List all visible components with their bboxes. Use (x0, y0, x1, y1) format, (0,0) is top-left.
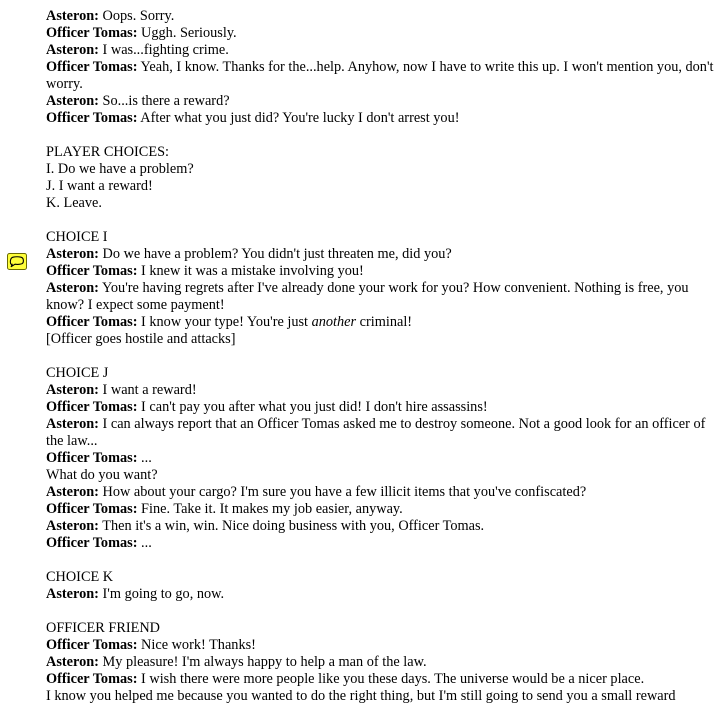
speaker-name: Officer Tomas: (46, 501, 138, 517)
dialogue-text: My pleasure! I'm always happy to help a man of the law. (102, 654, 427, 670)
dialogue-line (46, 246, 714, 263)
dialogue-text-continued: criminal! (356, 314, 413, 330)
plain-text: CHOICE K (46, 569, 114, 585)
speaker-name: Officer Tomas: (46, 450, 138, 466)
text-line (46, 620, 714, 637)
dialogue-text: I knew it was a mistake involving you! (141, 263, 364, 279)
dialogue-text: Then it's a win, win. Nice doing business with you, Officer Tomas. (102, 518, 485, 534)
text-line (46, 365, 714, 382)
dialogue-text: Oops. Sorry. (102, 8, 175, 24)
speaker-name: Officer Tomas: (46, 399, 138, 415)
dialogue-line (46, 450, 714, 467)
dialogue-line (46, 110, 714, 127)
blank-line (46, 348, 714, 365)
speaker-name: Officer Tomas: (46, 535, 138, 551)
plain-text: PLAYER CHOICES: (46, 144, 170, 160)
dialogue-text: I know your type! You're just (141, 314, 312, 330)
dialogue-line (46, 263, 714, 280)
dialogue-text: You're having regrets after I've already done your work for you? How convenient. Nothing is free, you know? I expect some payment! (46, 280, 689, 313)
plain-text: K. Leave. (46, 195, 102, 211)
speaker-name: Officer Tomas: (46, 25, 138, 41)
plain-text: CHOICE I (46, 229, 108, 245)
speaker-name: Asteron: (46, 586, 99, 602)
dialogue-text: Fine. Take it. It makes my job easier, anyway. (141, 501, 403, 517)
speaker-name: Asteron: (46, 93, 99, 109)
plain-text: OFFICER FRIEND (46, 620, 160, 636)
dialogue-line (46, 93, 714, 110)
dialogue-line (46, 671, 714, 688)
dialogue-text: I want a reward! (102, 382, 197, 398)
dialogue-text: ... (141, 535, 152, 551)
dialogue-line (46, 484, 714, 501)
dialogue-line (46, 637, 714, 654)
speaker-name: Asteron: (46, 518, 99, 534)
dialogue-line (46, 654, 714, 671)
dialogue-text: Nice work! Thanks! (141, 637, 256, 653)
plain-text: I. Do we have a problem? (46, 161, 194, 177)
speaker-name: Officer Tomas: (46, 263, 138, 279)
text-line (46, 688, 714, 705)
dialogue-line (46, 518, 714, 535)
blank-line (46, 552, 714, 569)
dialogue-line (46, 280, 714, 314)
dialogue-text: I can't pay you after what you just did! I don't hire assassins! (141, 399, 488, 415)
speaker-name: Officer Tomas: (46, 59, 138, 75)
dialogue-text: I wish there were more people like you these days. The universe would be a nicer place. (141, 671, 645, 687)
dialogue-line (46, 25, 714, 42)
speaker-name: Asteron: (46, 382, 99, 398)
emphasis-text: another (311, 314, 357, 330)
script-document (46, 8, 714, 705)
blank-line (46, 212, 714, 229)
text-line (46, 178, 714, 195)
dialogue-line (46, 382, 714, 399)
dialogue-text: Do we have a problem? You didn't just threaten me, did you? (102, 246, 452, 262)
text-line (46, 161, 714, 178)
text-line (46, 229, 714, 246)
text-line (46, 331, 714, 348)
speaker-name: Officer Tomas: (46, 110, 138, 126)
dialogue-line (46, 416, 714, 450)
comment-icon-graphic (7, 253, 27, 270)
blank-line (46, 603, 714, 620)
dialogue-line (46, 8, 714, 25)
dialogue-line (46, 314, 714, 331)
speaker-name: Officer Tomas: (46, 314, 138, 330)
dialogue-line (46, 535, 714, 552)
dialogue-text: I'm going to go, now. (102, 586, 225, 602)
dialogue-line (46, 501, 714, 518)
speaker-name: Asteron: (46, 8, 99, 24)
speaker-name: Asteron: (46, 654, 99, 670)
dialogue-text: So...is there a reward? (102, 93, 230, 109)
dialogue-line (46, 42, 714, 59)
dialogue-line (46, 59, 714, 93)
dialogue-text: How about your cargo? I'm sure you have a few illicit items that you've confiscated? (102, 484, 587, 500)
text-line (46, 195, 714, 212)
dialogue-text: I can always report that an Officer Tomas asked me to destroy someone. Not a good look for an officer of the law... (46, 416, 706, 449)
plain-text: J. I want a reward! (46, 178, 153, 194)
dialogue-text: Yeah, I know. Thanks for the...help. Anyhow, now I have to write this up. I won't mention you, don't worry. (46, 59, 714, 92)
speaker-name: Asteron: (46, 246, 99, 262)
speaker-name: Asteron: (46, 42, 99, 58)
speaker-name: Asteron: (46, 484, 99, 500)
speaker-name: Asteron: (46, 280, 99, 296)
text-line (46, 144, 714, 161)
dialogue-line (46, 399, 714, 416)
text-line (46, 467, 714, 484)
speaker-name: Asteron: (46, 416, 99, 432)
dialogue-line (46, 586, 714, 603)
blank-line (46, 127, 714, 144)
dialogue-text: Uggh. Seriously. (141, 25, 237, 41)
speaker-name: Officer Tomas: (46, 637, 138, 653)
dialogue-text: I was...fighting crime. (102, 42, 229, 58)
dialogue-text: ... (141, 450, 152, 466)
plain-text: CHOICE J (46, 365, 109, 381)
plain-text: I know you helped me because you wanted to do the right thing, but I'm still going to send you a small reward (46, 688, 676, 704)
plain-text: [Officer goes hostile and attacks] (46, 331, 236, 347)
dialogue-text: After what you just did? You're lucky I don't arrest you! (140, 110, 460, 126)
speaker-name: Officer Tomas: (46, 671, 138, 687)
comment-icon[interactable] (7, 253, 27, 270)
plain-text: What do you want? (46, 467, 158, 483)
text-line (46, 569, 714, 586)
